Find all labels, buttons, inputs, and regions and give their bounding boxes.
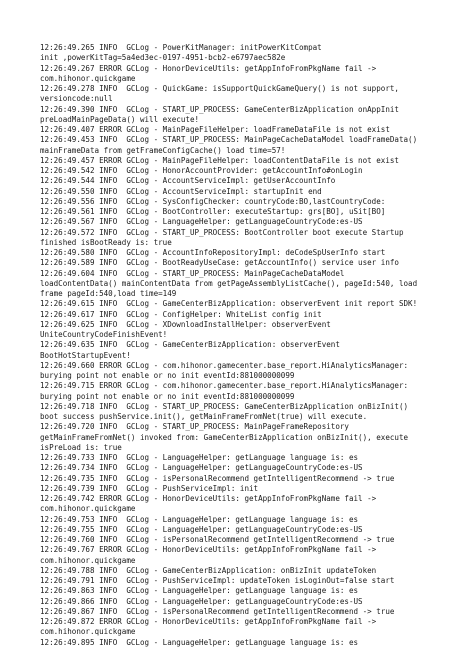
log-line: 12:26:49.733 INFO GCLog - LanguageHelper: getLanguage language is: es [40,453,359,462]
log-line: com.hihonor.quickgame [40,627,136,637]
log-line: 12:26:49.755 INFO GCLog - LanguageHelper: getLanguageCountryCode:es-US [40,524,363,534]
log-line: 12:26:49.767 ERROR GCLog - HonorDeviceUtils: getAppInfoFromPkgName fail -> [40,545,377,555]
log-line: 12:26:49.788 INFO GCLog - GameCenterBizApplication: onBizInit updateToken [40,565,377,575]
log-line: 12:26:49.556 INFO GCLog - SysConfigChecker: countryCode:BO,lastCountryCode: [40,196,386,206]
log-line: 12:26:49.617 INFO GCLog - ConfigHelper: WhiteList config init [40,309,322,319]
log-line: 12:26:49.550 INFO GCLog - AccountServiceImpl: startupInit end [40,186,322,196]
log-text-block [40,43,468,648]
log-line: 12:26:49.735 INFO GCLog - isPersonalRecommend getIntelligentRecommend -> true [40,473,395,483]
log-line: 12:26:49.660 ERROR GCLog - com.hihonor.gamecenter.base_report.HiAnalyticsManager: [40,360,409,370]
log-line: 12:26:49.544 INFO GCLog - AccountServiceImpl: getUserAccountInfo [40,176,336,186]
log-line: preLoadMainPageData() will execute! [40,114,200,124]
log-line: 12:26:49.615 INFO GCLog - GameCenterBizApplication: observerEvent init report SDK! [40,299,418,309]
log-line: 12:26:49.791 INFO GCLog - PushServiceImpl: updateToken isLoginOut=false start [40,576,395,585]
log-line: 12:26:49.572 INFO GCLog - START_UP_PROCESS: BootController boot execute Startup [40,227,404,237]
log-line: 12:26:49.267 ERROR GCLog - HonorDeviceUtils: getAppInfoFromPkgName fail -> [40,63,377,73]
log-line: 12:26:49.390 INFO GCLog - START_UP_PROCESS: GameCenterBizApplication onAppInit [40,104,399,114]
log-line: 12:26:49.604 INFO GCLog - START_UP_PROCESS: MainPageCacheDataModel [40,268,345,278]
log-line: com.hihonor.quickgame [40,73,136,83]
log-line: loadContentData() mainContentData from getPageAssemblyListCache(), pageId:540, load [40,278,418,288]
log-line: frame pageId:540,load time=149 [40,289,177,298]
log-line: 12:26:49.895 INFO GCLog - LanguageHelper: getLanguage language is: es [40,637,359,647]
log-line: 12:26:49.635 INFO GCLog - GameCenterBizApplication: observerEvent [40,340,340,350]
log-line: UniteCountryCodeFinishEvent! [40,330,168,339]
log-line: com.hihonor.quickgame [40,504,136,514]
log-line: 12:26:49.278 INFO GCLog - QuickGame: isSupportQuickGameQuery() is not support, [40,84,399,93]
log-line: 12:26:49.753 INFO GCLog - LanguageHelper: getLanguage language is: es [40,514,359,524]
log-line: 12:26:49.739 INFO GCLog - PushServiceImpl: init [40,483,259,493]
log-line: isPreLoad is: true [40,442,122,452]
log-line: mainFrameData from getFrameConfigCache() load time=57! [40,145,286,155]
log-line: versioncode:null [40,94,113,104]
log-line: getMainFrameFromNet() invoked from: GameCenterBizApplication onBizInit(), execute [40,432,409,442]
log-line: burying point not enable or no init eventId:881000000099 [40,371,295,380]
log-line: 12:26:49.561 INFO GCLog - BootController: executeStartup: grs[BO], uSit[BO] [40,207,386,216]
log-line: boot success pushService.init(), getMainFrameFromNet(true) will execute. [40,412,368,421]
log-line: 12:26:49.863 INFO GCLog - LanguageHelper: getLanguage language is: es [40,586,359,596]
log-line: 12:26:49.760 INFO GCLog - isPersonalRecommend getIntelligentRecommend -> true [40,535,395,544]
log-line: burying point not enable or no init eventId:881000000099 [40,391,295,401]
log-line: 12:26:49.567 INFO GCLog - LanguageHelper: getLanguageCountryCode:es-US [40,217,363,227]
log-line: 12:26:49.720 INFO GCLog - START_UP_PROCESS: MainPageFrameRepository [40,422,349,432]
log-line: 12:26:49.457 ERROR GCLog - MainPageFileHelper: loadContentDataFile is not exist [40,155,399,165]
log-line: 12:26:49.542 INFO GCLog - HonorAccountProvider: getAccountInfo#onLogin [40,166,363,175]
log-line: 12:26:49.866 INFO GCLog - LanguageHelper: getLanguageCountryCode:es-US [40,596,363,606]
log-line: 12:26:49.715 ERROR GCLog - com.hihonor.gamecenter.base_report.HiAnalyticsManager: [40,381,409,391]
log-line: 12:26:49.589 INFO GCLog - BootReadyUseCase: getAccountInfo() service user info [40,258,399,268]
log-line: com.hihonor.quickgame [40,555,136,565]
log-line: init ,powerKitTag=5a4ed3ec-0197-4951-bcb2-e6797aec582e [40,53,286,63]
log-line: 12:26:49.265 INFO GCLog - PowerKitManager: initPowerKitCompat [40,43,322,52]
log-line: 12:26:49.734 INFO GCLog - LanguageHelper: getLanguageCountryCode:es-US [40,463,363,473]
log-line: 12:26:49.872 ERROR GCLog - HonorDeviceUtils: getAppInfoFromPkgName fail -> [40,617,377,626]
log-line: 12:26:49.625 INFO GCLog - XDownloadInstallHelper: observerEvent [40,319,331,329]
log-line: 12:26:49.718 INFO GCLog - START_UP_PROCESS: GameCenterBizApplication onBizInit() [40,401,409,411]
log-line: finished isBootReady is: true [40,237,172,247]
log-line: 12:26:49.407 ERROR GCLog - MainPageFileHelper: loadFrameDataFile is not exist [40,125,390,134]
log-line: 12:26:49.453 INFO GCLog - START_UP_PROCESS: MainPageCacheDataModel loadFrameData() [40,135,418,145]
log-line: 12:26:49.742 ERROR GCLog - HonorDeviceUtils: getAppInfoFromPkgName fail -> [40,494,377,503]
log-line: 12:26:49.580 INFO GCLog - AccountInfoRepositoryImpl: deCodeSpUserInfo start [40,248,386,257]
log-line: 12:26:49.867 INFO GCLog - isPersonalRecommend getIntelligentRecommend -> true [40,606,395,616]
log-line: BootHotStartupEvent! [40,350,131,360]
